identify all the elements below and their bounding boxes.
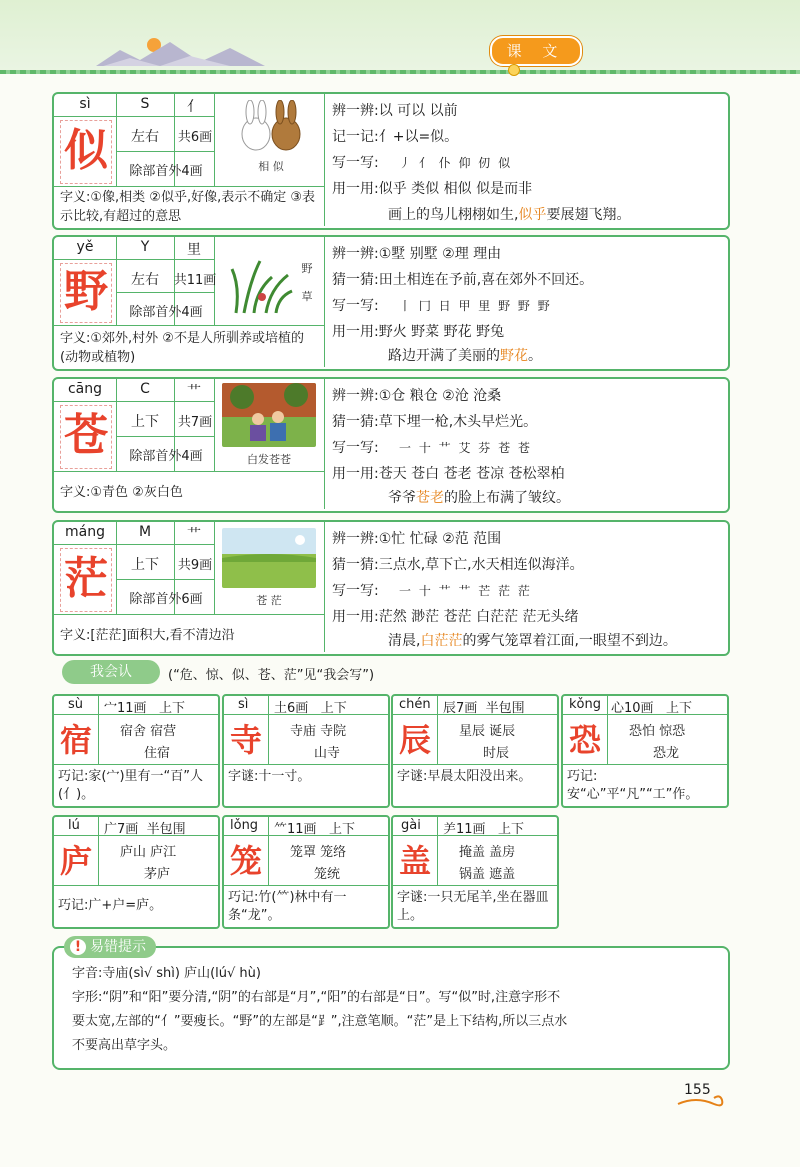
tab-dot-icon <box>508 64 520 76</box>
structure: 上下 <box>131 557 159 573</box>
strokes-outside-radical: 除部首外4画 <box>129 164 203 179</box>
words: 庐山 庐江 <box>120 845 177 860</box>
initial-letter: Y <box>140 239 150 255</box>
riddle-row: 猜一猜:田土相连在予前,喜在郊外不回还。 <box>332 272 594 288</box>
error-tips-title: 易错提示 <box>90 939 146 955</box>
stroke-count: 共11画 <box>173 273 217 288</box>
words: 星辰 诞辰 <box>459 724 516 739</box>
hint: 字谜:早晨太阳没出来。 <box>397 769 532 784</box>
radical: 艹 <box>187 384 201 400</box>
small-card-gai <box>391 815 559 929</box>
meaning: 字义:①青色 ②灰白色 <box>60 485 183 500</box>
radical: 亻 <box>187 99 201 115</box>
usage-row: 用一用:苍天 苍白 苍老 苍凉 苍松翠柏 <box>332 466 565 482</box>
strokes-outside-radical: 除部首外6画 <box>129 592 203 607</box>
character: 寺 <box>229 721 262 759</box>
main-character: 茫 <box>64 553 108 604</box>
mountain-illustration <box>90 36 290 66</box>
words: 恐怕 惊恐 <box>629 724 686 739</box>
page-header <box>0 0 800 72</box>
image-caption: 白发苍苍 <box>247 453 291 466</box>
recognize-badge: 我会认 <box>62 660 160 684</box>
small-card-kong <box>561 694 729 808</box>
stroke-count: 共9画 <box>177 558 213 573</box>
wild-grass-illustration <box>226 247 298 317</box>
usage-row: 用一用:野火 野菜 野花 野兔 <box>332 324 505 340</box>
radical-strokes: 心10画 上下 <box>611 701 692 716</box>
main-character: 苍 <box>64 410 108 461</box>
usage-row: 用一用:似乎 类似 相似 似是而非 <box>332 181 533 197</box>
hint: 字谜:一只无尾羊,坐在器皿上。 <box>397 890 549 923</box>
words: 笼罩 笼络 <box>290 845 347 860</box>
section-tab: 课 文 <box>490 36 582 66</box>
words: 锅盖 遮盖 <box>459 867 516 882</box>
distinguish-row: 辨一辨:以 可以 以前 <box>332 103 458 119</box>
words: 山寺 <box>314 746 341 761</box>
page-swirl-icon <box>676 1092 728 1112</box>
radical-strokes: 宀11画 上下 <box>104 701 185 716</box>
header-border <box>0 70 800 74</box>
pinyin: kǒng <box>569 697 601 712</box>
usage-row: 用一用:茫然 渺茫 苍茫 白茫茫 茫无头绪 <box>332 609 579 625</box>
pinyin: yě <box>76 239 94 255</box>
write-row-label: 写一写: <box>332 298 379 314</box>
memorize-row: 记一记:亻+以=似。 <box>332 129 459 145</box>
pinyin: máng <box>65 524 105 540</box>
character: 庐 <box>59 842 92 880</box>
similar-rabbits-illustration <box>226 100 316 152</box>
radical-strokes: 土6画 上下 <box>274 701 347 716</box>
stroke-count: 共6画 <box>177 130 213 145</box>
meaning: 字义:①像,相类 ②似乎,好像,表示不确定 ③表示比较,有超过的意思 <box>60 190 316 224</box>
structure: 上下 <box>131 414 159 430</box>
stroke-order: 丿 亻 仆 仰 仞 似 <box>399 156 513 170</box>
initial-letter: S <box>140 96 150 112</box>
words: 笼统 <box>314 867 341 882</box>
words: 茅庐 <box>144 867 171 882</box>
initial-letter: M <box>138 524 152 540</box>
words: 宿舍 宿营 <box>120 724 177 739</box>
write-row-label: 写一写: <box>332 155 379 171</box>
pinyin: sì <box>79 96 91 112</box>
error-tips-box <box>52 939 730 1070</box>
stroke-count: 共7画 <box>177 415 213 430</box>
example-sentence: 爷爷苍老的脸上布满了皱纹。 <box>388 490 570 506</box>
small-card-lu <box>52 815 220 929</box>
initial-letter: C <box>140 381 150 397</box>
pinyin: gài <box>401 818 421 833</box>
image-caption: 苍 茫 <box>256 594 282 607</box>
radical-strokes: ⺶11画 上下 <box>443 822 524 837</box>
stroke-order: 一 十 艹 艹 芒 茫 茫 <box>399 584 532 598</box>
character: 宿 <box>59 721 92 759</box>
hint: 巧记:竹(⺮)林中有一条“龙”。 <box>228 890 347 923</box>
strokes-outside-radical: 除部首外4画 <box>129 305 203 320</box>
hint: 字谜:十一寸。 <box>228 769 311 784</box>
small-card-su <box>52 694 220 808</box>
recognize-note: (“危、惊、似、苍、茫”见“我会写”) <box>168 668 375 683</box>
distinguish-row: 辨一辨:①仓 粮仓 ②沧 沧桑 <box>332 388 502 404</box>
image-caption: 相 似 <box>258 160 284 173</box>
words: 恐龙 <box>653 746 680 761</box>
pinyin: cāng <box>67 381 103 397</box>
strokes-outside-radical: 除部首外4画 <box>129 449 203 464</box>
tip-shape-3: 不要高出草字头。 <box>72 1038 177 1053</box>
radical: 艹 <box>187 527 201 543</box>
tip-shape-1: 字形:“阴”和“阳”要分清,“阴”的右部是“月”,“阳”的右部是“日”。写“似”时,注意字形不 <box>72 990 561 1005</box>
image-caption: 野 草 <box>301 262 313 303</box>
character: 辰 <box>398 721 431 759</box>
radical-strokes: 广7画 半包围 <box>104 822 186 837</box>
tip-shape-2: 要太宽,左部的“亻”要瘦长。“野”的左部是“⻊”,注意笔顺。“茫”是上下结构,所以三点水 <box>72 1014 568 1029</box>
vast-field-illustration <box>222 528 316 588</box>
pinyin: lǒng <box>230 818 259 833</box>
write-row-label: 写一写: <box>332 583 379 599</box>
write-row-label: 写一写: <box>332 440 379 456</box>
main-character: 野 <box>64 266 108 317</box>
example-sentence: 画上的鸟儿栩栩如生,似乎要展翅飞翔。 <box>388 207 631 223</box>
pinyin: lú <box>68 818 80 833</box>
stroke-order: 丨 冂 日 甲 里 野 野 野 <box>399 299 552 313</box>
tip-pronunciation: 字音:寺庙(sì√ shì) 庐山(lú√ hù) <box>72 966 261 981</box>
char-card-mang <box>52 520 730 656</box>
example-sentence: 清晨,白茫茫的雾气笼罩着江面,一眼望不到边。 <box>388 633 677 649</box>
char-card-si <box>52 92 730 230</box>
exclamation-icon: ! <box>70 939 86 955</box>
character: 盖 <box>398 842 431 880</box>
pinyin: sù <box>68 697 84 712</box>
grandparents-illustration <box>222 383 316 447</box>
hint: 巧记:安“心”平“凡”“工”作。 <box>567 769 699 802</box>
words: 住宿 <box>144 746 171 761</box>
radical-strokes: ⺮11画 上下 <box>274 822 355 837</box>
radical-strokes: 辰7画 半包围 <box>443 701 525 716</box>
char-card-cang <box>52 377 730 513</box>
pinyin: sì <box>238 697 249 712</box>
words: 掩盖 盖房 <box>459 845 516 860</box>
words: 时辰 <box>483 746 510 761</box>
example-sentence: 路边开满了美丽的野花。 <box>388 348 542 364</box>
stroke-order: 一 十 艹 艾 芬 苍 苍 <box>399 441 532 455</box>
small-card-long <box>222 815 390 929</box>
pinyin: chén <box>399 697 431 712</box>
distinguish-row: 辨一辨:①忙 忙碌 ②范 范围 <box>332 531 502 547</box>
char-card-ye <box>52 235 730 371</box>
riddle-row: 猜一猜:草下埋一枪,木头早烂光。 <box>332 414 538 430</box>
distinguish-row: 辨一辨:①墅 别墅 ②理 理由 <box>332 246 502 262</box>
hint: 巧记:广+户=庐。 <box>58 898 163 913</box>
character: 恐 <box>568 721 601 759</box>
structure: 左右 <box>131 129 159 145</box>
small-card-chen <box>391 694 559 808</box>
radical: 里 <box>187 242 201 258</box>
meaning: 字义:[茫茫]面积大,看不清边沿 <box>60 628 235 643</box>
riddle-row: 猜一猜:三点水,草下亡,水天相连似海洋。 <box>332 557 584 573</box>
page-number: 155 <box>684 1082 711 1098</box>
character: 笼 <box>229 842 262 880</box>
meaning: 字义:①郊外,村外 ②不是人所驯养或培植的(动物或植物) <box>60 331 304 365</box>
words: 寺庙 寺院 <box>290 724 347 739</box>
structure: 左右 <box>131 272 159 288</box>
hint: 巧记:家(宀)里有一“百”人(亻)。 <box>58 769 203 802</box>
error-tips-badge <box>64 936 156 958</box>
small-card-si <box>222 694 390 808</box>
main-character: 似 <box>64 125 108 176</box>
